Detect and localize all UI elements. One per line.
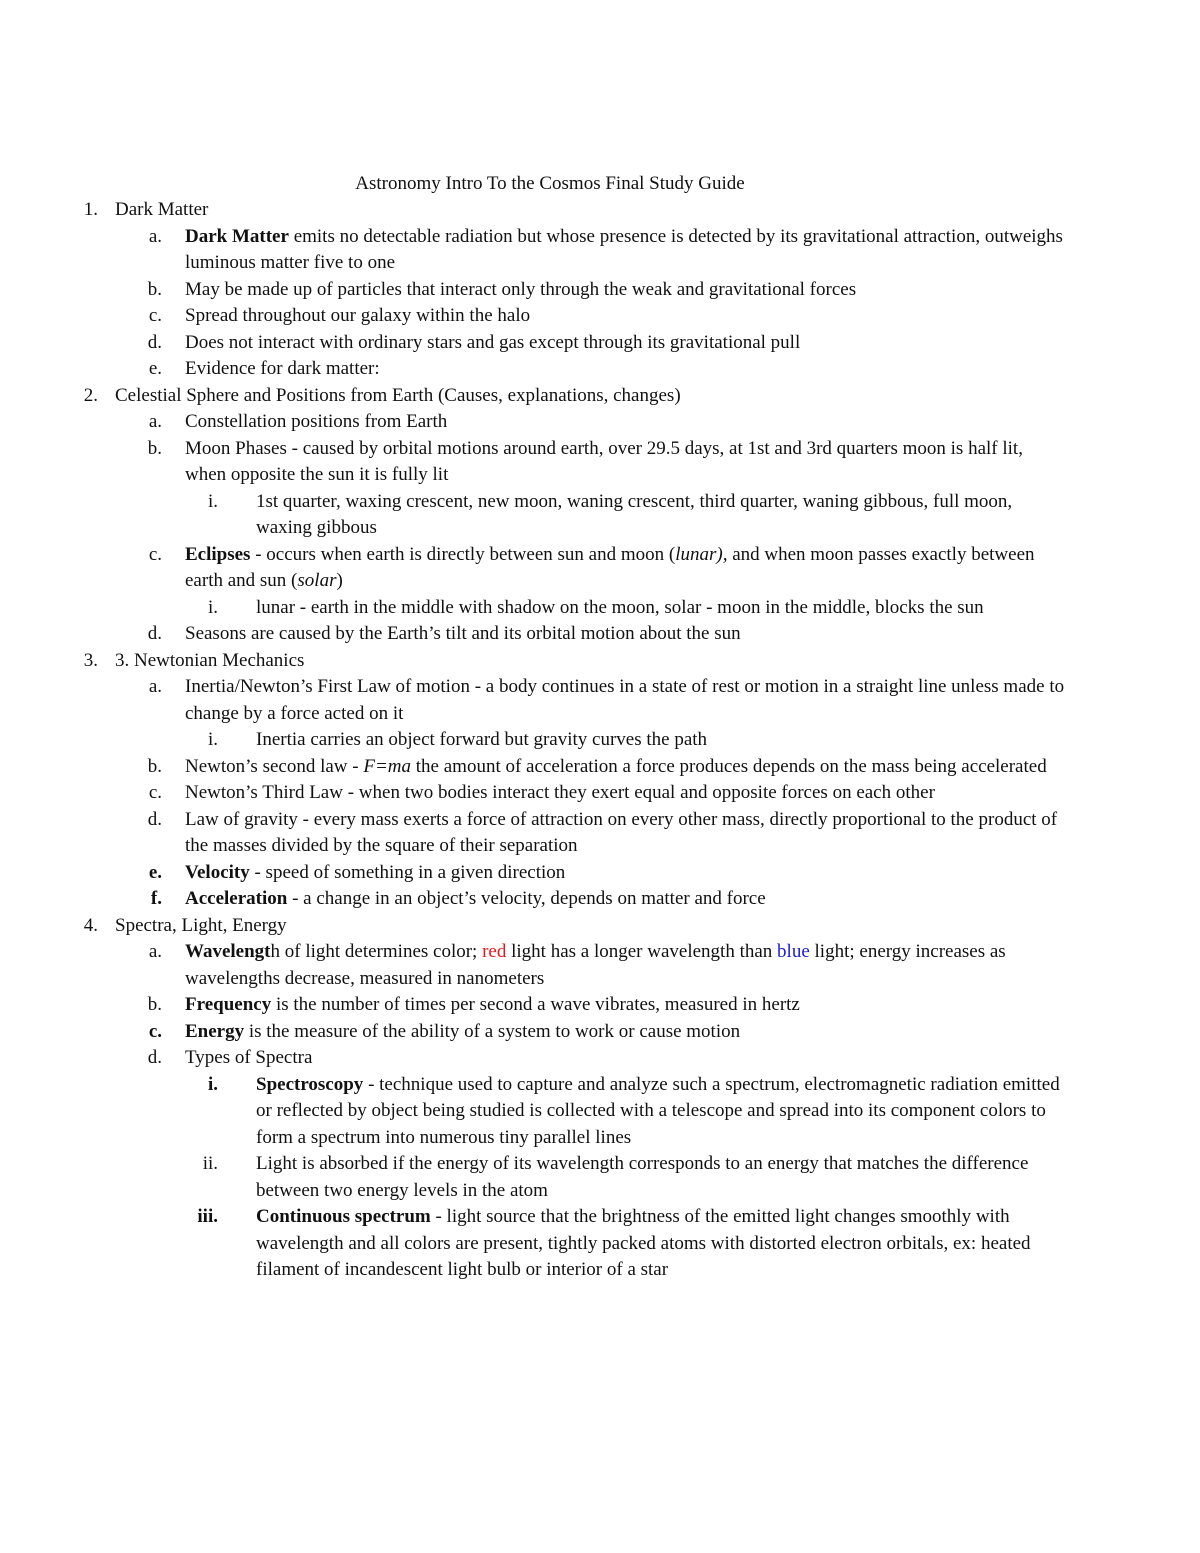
item-text: ) [336,570,343,591]
bold-term: Frequency [185,994,272,1015]
item-text: Newton’s second law - [185,755,364,777]
formula: F=ma [363,755,412,777]
italic-term: lunar), [675,543,728,565]
list-item [0,436,1200,489]
list-item [0,303,1200,330]
list-item-text: Spread throughout our galaxy within the halo [185,305,531,326]
list-marker: e. [148,358,162,379]
item-text: the amount of acceleration a force produces depends on the mass being accelerated [411,755,1047,777]
bold-term: Continuous spectrum [256,1206,431,1227]
list-item-text: Inertia/Newton’s First Law of motion - a body continues in a state of rest or motion in a straight line unless made to change by a force acted on it [185,676,1065,724]
list-item-text [185,754,1065,781]
list-marker: a. [148,676,162,697]
section-heading: Dark Matter [115,199,209,220]
list-marker: c. [148,543,162,565]
section-heading: Celestial Sphere and Positions from Earth (Causes, explanations, changes) [115,384,681,406]
list-subitem [0,595,1200,622]
section-heading: Spectra, Light, Energy [115,914,287,936]
item-text: - a change in an object’s velocity, depends on matter and force [287,888,766,909]
list-marker: c. [148,305,162,326]
list-item [0,277,1200,304]
list-marker: a. [148,411,162,432]
list-item [0,542,1200,595]
bold-term: Eclipses [185,543,251,565]
list-subitem [0,1151,1200,1204]
list-item [0,409,1200,436]
list-marker: 2. [83,384,98,406]
section-spectra-light-energy [0,913,1200,940]
list-item-text [185,1019,1065,1046]
list-item-text: Moon Phases - caused by orbital motions around earth, over 29.5 days, at 1st and 3rd quarters moon is half lit, when opposite the sun it is fully lit [185,437,1023,485]
list-marker: e. [148,861,162,883]
list-item-text: Inertia carries an object forward but gravity curves the path [256,729,708,750]
list-item [0,807,1200,860]
list-item [0,939,1200,992]
blue-word: blue [777,941,810,962]
list-item [0,780,1200,807]
list-item-text [256,1204,1066,1284]
item-text: h of light determines color; [270,941,483,962]
list-marker: f. [150,888,162,909]
list-item [0,621,1200,648]
list-item-text: Seasons are caused by the Earth’s tilt and its orbital motion about the sun [185,623,741,644]
list-item-text [185,542,1065,595]
item-text: and when moon passes exactly between earth and sun ( [185,543,1035,591]
list-item-text: Light is absorbed if the energy of its wavelength corresponds to an energy that matches the difference between two energy levels in the atom [256,1153,1029,1201]
list-item-text [185,992,1065,1019]
item-text: - occurs when earth is directly between sun and moon ( [250,543,676,565]
list-subitem [0,1072,1200,1152]
list-marker: d. [147,808,162,830]
section-celestial-sphere [0,383,1200,410]
list-marker: i. [207,1073,218,1095]
list-marker: d. [147,623,162,644]
item-text: is the measure of the ability of a system to work or cause motion [244,1020,741,1042]
item-text: - technique used to capture and analyze such a spectrum, electromagnetic radiation emitted or reflected by object being studied is collected with a telescope and spread into its component colors to form a spectrum into numerous tiny parallel lines [256,1073,1060,1148]
item-text: emits no detectable radiation but whose presence is detected by its gravitational attraction, outweighs luminous matter five to one [185,225,1063,273]
list-marker: i. [207,596,218,618]
list-item-text [185,886,1065,913]
list-item-text: Evidence for dark matter: [185,358,380,379]
list-marker: b. [147,755,162,777]
section-dark-matter [0,197,1200,224]
section-newtonian-mechanics [0,648,1200,675]
list-item [0,1045,1200,1072]
list-subitem [0,727,1200,754]
bold-term: Acceleration [185,888,288,909]
list-item-text [185,939,1065,992]
bold-term: Velocity [185,861,250,883]
list-item-text: May be made up of particles that interact only through the weak and gravitational forces [185,278,857,300]
list-marker: ii. [202,1153,218,1174]
list-marker: a. [148,941,162,962]
list-marker: 1. [83,199,98,220]
bold-term: Energy [185,1020,245,1042]
item-text: light; energy increases as wavelengths decrease, measured in nanometers [185,941,1006,989]
list-item-text: Does not interact with ordinary stars and gas except through its gravitational pull [185,331,801,353]
list-subitem [0,489,1200,542]
list-item-text [185,860,1065,887]
italic-term: solar [297,570,337,591]
list-marker: c. [148,1020,162,1042]
list-item-text: Constellation positions from Earth [185,411,448,432]
list-item-text: Newton’s Third Law - when two bodies interact they exert equal and opposite forces on each other [185,782,935,803]
list-item [0,330,1200,357]
list-subitem [0,1204,1200,1284]
list-marker: i. [207,729,218,750]
list-item [0,356,1200,383]
item-text: is the number of times per second a wave vibrates, measured in hertz [271,994,800,1015]
list-item [0,886,1200,913]
list-marker: iii. [197,1206,218,1227]
list-item [0,224,1200,277]
item-text: - speed of something in a given direction [249,861,566,883]
list-item [0,1019,1200,1046]
list-marker: b. [147,994,162,1015]
list-item-text: 1st quarter, waxing crescent, new moon, waning crescent, third quarter, waning gibbous, full moon, waxing gibbous [256,490,1013,538]
list-marker: a. [148,225,162,247]
list-item [0,992,1200,1019]
item-text: light has a longer wavelength than [506,941,778,962]
list-item-text: Types of Spectra [185,1047,313,1068]
list-item [0,860,1200,887]
bold-term: Spectroscopy [256,1073,364,1095]
list-marker: c. [148,782,162,803]
list-item-text [256,1072,1066,1152]
red-word: red [482,941,507,962]
study-guide-list [0,197,1200,1284]
list-marker: d. [147,331,162,353]
list-item-text [185,224,1065,277]
list-marker: 4. [83,914,98,936]
list-item-text: lunar - earth in the middle with shadow on the moon, solar - moon in the middle, blocks the sun [256,596,984,618]
list-marker: b. [147,437,162,459]
section-heading: 3. Newtonian Mechanics [115,649,305,671]
item-text: - light source that the brightness of the emitted light changes smoothly with wavelength and all colors are present, tightly packed atoms with distorted electron orbitals, ex: heated filament of incandescent light bulb or interior of a star [256,1206,1031,1280]
page-title: Astronomy Intro To the Cosmos Final Study Guide [355,173,745,194]
list-marker: 3. [83,649,98,671]
bold-term: Dark Matter [185,225,289,247]
bold-term: Wavelengt [185,941,271,962]
list-item [0,754,1200,781]
list-marker: d. [147,1047,162,1068]
list-item [0,674,1200,727]
list-marker: i. [207,490,218,512]
list-item-text: Law of gravity - every mass exerts a force of attraction on every other mass, directly proportional to the product of the masses divided by the square of their separation [185,808,1058,856]
list-marker: b. [147,278,162,300]
